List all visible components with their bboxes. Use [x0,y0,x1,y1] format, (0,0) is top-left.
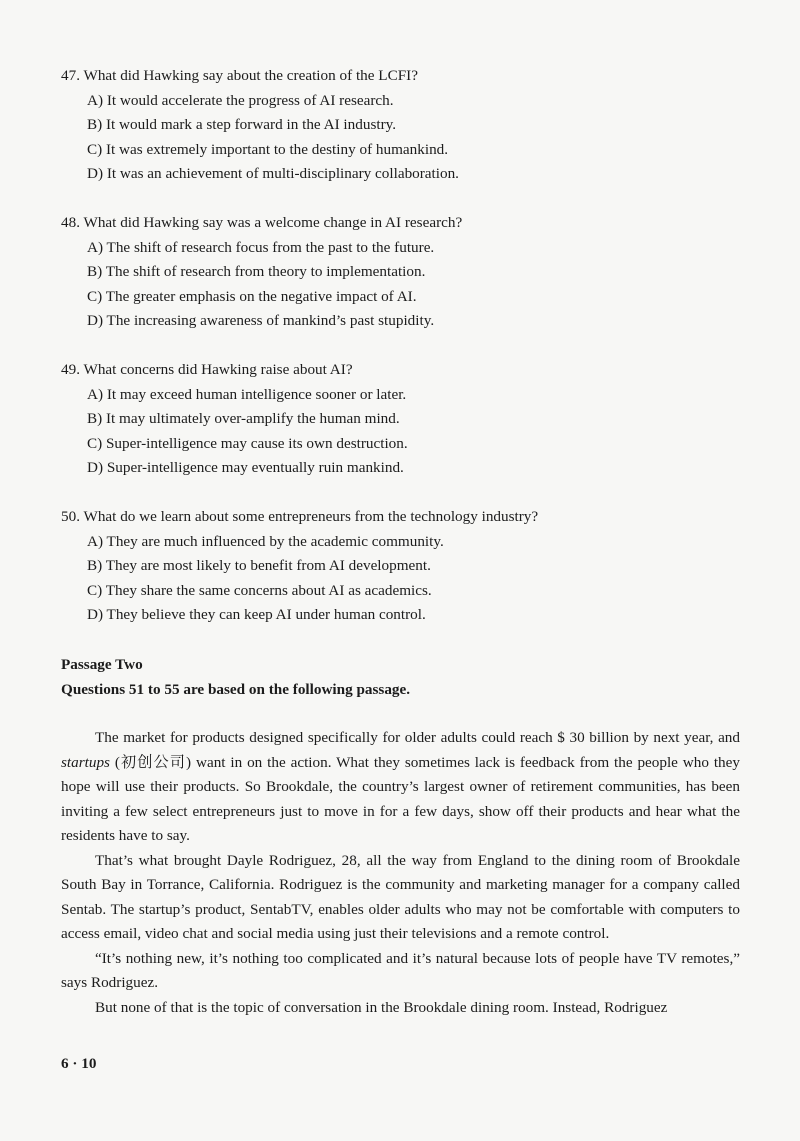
question-49 [61,358,751,481]
question-50 [61,505,751,628]
question-48 [61,211,751,334]
question-stem: 48. What did Hawking say was a welcome change in AI research? [61,214,463,231]
question-47 [61,64,751,187]
passage-title: Passage Two [61,656,143,673]
passage-paragraph-4: But none of that is the topic of conversation in the Brookdale dining room. Instead, Rodriguez [95,998,668,1016]
option-d: D) It was an achievement of multi-disciplinary collaboration. [87,165,459,182]
option-b: B) The shift of research from theory to implementation. [87,263,426,280]
option-b: B) They are most likely to benefit from AI development. [87,557,431,574]
option-b: B) It would mark a step forward in the AI industry. [87,116,397,133]
italic-term: startups [61,753,110,771]
option-d: D) The increasing awareness of mankind’s past stupidity. [87,312,435,329]
question-list [61,64,751,652]
option-b: B) It may ultimately over-amplify the human mind. [87,410,400,427]
paragraph-text: (初创公司) want in on the action. What they sometimes lack is feedback from the people who they hope will use their products. So Brookdale, the country’s largest owner of retirement communities, has been inviting a few select entrepreneurs just to move in for a few days, show off their products and hear what the residents have to say. [61,753,740,844]
page-number: 6 · 10 [61,1055,97,1072]
passage-paragraph-1 [61,726,740,849]
option-a: A) They are much influenced by the academic community. [87,532,444,550]
option-a: A) It would accelerate the progress of AI research. [87,91,394,109]
option-d: D) They believe they can keep AI under human control. [87,606,426,623]
option-d: D) Super-intelligence may eventually ruin mankind. [87,459,404,476]
passage-instruction: Questions 51 to 55 are based on the following passage. [61,681,411,698]
option-c: C) Super-intelligence may cause its own destruction. [87,434,408,452]
passage-body [61,726,740,1020]
option-a: A) The shift of research focus from the past to the future. [87,238,435,256]
question-stem: 50. What do we learn about some entrepreneurs from the technology industry? [61,508,539,525]
option-c: C) The greater emphasis on the negative impact of AI. [87,287,417,305]
passage-paragraph-2: That’s what brought Dayle Rodriguez, 28, all the way from England to the dining room of Brookdale South Bay in Torrance, California. Rodriguez is the community and marketing manager for a company called Sentab. The startup’s product, SentabTV, enables older adults who may not be comfortable with computers to access email, video chat and social media using just their televisions and a remote control. [61,851,740,942]
option-c: C) They share the same concerns about AI as academics. [87,581,432,599]
option-a: A) It may exceed human intelligence sooner or later. [87,385,407,403]
paragraph-text: The market for products designed specifically for older adults could reach $ 30 billion by next year, and [95,729,740,746]
question-stem: 47. What did Hawking say about the creation of the LCFI? [61,67,418,84]
question-stem: 49. What concerns did Hawking raise about AI? [61,361,353,378]
option-c: C) It was extremely important to the destiny of humankind. [87,140,449,158]
passage-heading [61,652,751,702]
passage-paragraph-3: “It’s nothing new, it’s nothing too complicated and it’s natural because lots of people have TV remotes,” says Rodriguez. [61,949,740,991]
